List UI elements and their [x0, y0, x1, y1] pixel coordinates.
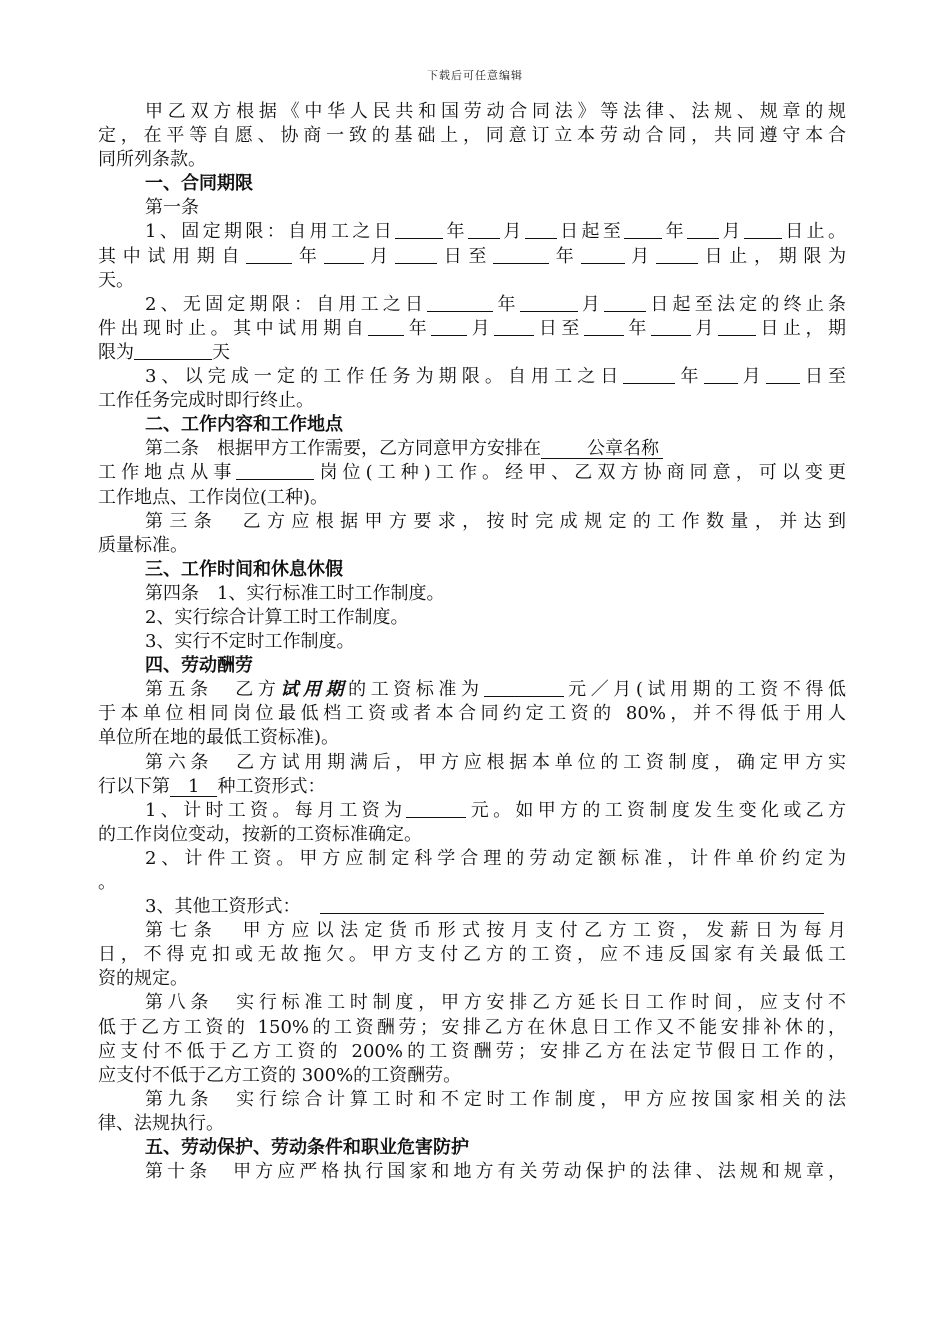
text: 第二条 根据甲方工作需要，乙方同意甲方安排在 [145, 438, 541, 460]
text: 其中试用期自 [98, 245, 247, 267]
text: 日止，期限为 [697, 245, 847, 267]
article-5-line-2: 于本单位相同岗位最低档工资或者本合同约定工资的 80%，并不得低于用人 [98, 703, 846, 725]
text: 3、以完成一定的工作任务为期限。自用工之日 [145, 366, 624, 388]
blank-probation-end-day[interactable] [656, 245, 698, 264]
article-8-line-2: 低于乙方工资的 150%的工资酬劳；安排乙方在休息日工作又不能安排补休的， [98, 1016, 846, 1038]
year-label: 年 [292, 245, 324, 267]
blank-task-start-day[interactable] [766, 365, 800, 384]
article-4-line-2: 2、实行综合计算工时工作制度。 [145, 606, 409, 628]
text: 1、计时工资。每月工资为 [145, 799, 407, 821]
blank-open-probation-start-month[interactable] [431, 317, 467, 336]
wage-form-value[interactable]: 1 [170, 777, 217, 797]
blank-position[interactable] [236, 461, 314, 480]
year-label: 年 [404, 317, 432, 339]
month-label: 月 [624, 245, 656, 267]
article-6-piece-line-2: 。 [98, 872, 116, 893]
blank-start-year[interactable] [395, 220, 443, 239]
blank-task-start-month[interactable] [704, 365, 738, 384]
day-label: 日至 [437, 245, 494, 267]
article-5-line-1 [98, 678, 846, 702]
day-label: 日至 [534, 317, 584, 339]
year-label: 年 [549, 245, 581, 267]
article-9-line-2: 律、法规执行。 [98, 1112, 224, 1134]
blank-open-start-year[interactable] [427, 293, 493, 312]
section-2-title: 二、工作内容和工作地点 [145, 414, 343, 436]
text: 的工资标准为 [348, 679, 484, 701]
article-6-line-2 [98, 775, 846, 799]
text: 2、无固定期限：自用工之日 [145, 293, 428, 315]
year-label: 年 [443, 221, 468, 243]
year-label: 年 [662, 221, 688, 243]
month-label: 月 [577, 293, 605, 315]
month-label: 月 [499, 221, 525, 243]
blank-open-probation-end-day[interactable] [718, 317, 756, 336]
year-label: 年 [675, 366, 704, 388]
month-label: 月 [737, 366, 766, 388]
section-3-title: 三、工作时间和休息休假 [145, 558, 343, 580]
month-label: 月 [690, 317, 718, 339]
article-7-line-2: 日，不得克扣或无故拖欠。甲方支付乙方的工资，应不违反国家有关最低工 [98, 944, 846, 966]
article-1-label: 第一条 [145, 197, 199, 219]
article-2-line-1 [98, 437, 846, 461]
article-6-line-1: 第六条 乙方试用期满后，甲方应根据本单位的工资制度，确定甲方实 [145, 751, 846, 773]
article-10-line-1: 第十条 甲方应严格执行国家和地方有关劳动保护的法律、法规和规章， [145, 1161, 846, 1183]
article-8-line-3: 应支付不低于乙方工资的 200%的工资酬劳；安排乙方在法定节假日工作的， [98, 1040, 846, 1062]
text: 1、固定期限：自用工之日 [145, 221, 396, 243]
article-3-line-2: 质量标准。 [98, 534, 188, 556]
section-4-title: 四、劳动酬劳 [145, 655, 253, 677]
blank-start-month[interactable] [468, 220, 500, 239]
text: 3、其他工资形式： [145, 896, 301, 918]
text: 工作地点从事 [98, 462, 237, 484]
blank-open-probation-days[interactable] [134, 341, 212, 360]
year-label: 年 [623, 317, 651, 339]
article-1-open-term-line-1 [98, 293, 846, 317]
blank-task-start-year[interactable] [623, 365, 675, 384]
blank-probation-start-day[interactable] [395, 245, 437, 264]
text: 日止，期 [755, 317, 847, 339]
intro-line-3: 同所列条款。 [98, 149, 206, 171]
article-1-fixed-term-line-1 [98, 220, 846, 244]
text: 种工资形式： [217, 775, 326, 797]
text: 元。如甲方的工资制度发生变化或乙方 [466, 799, 847, 821]
blank-open-probation-start-day[interactable] [494, 317, 534, 336]
text: 限为 [98, 341, 134, 363]
intro-line-2: 定，在平等自愿、协商一致的基础上，同意订立本劳动合同，共同遵守本合 [98, 125, 846, 147]
day-label: 日起至 [556, 221, 625, 243]
article-7-line-1: 第七条 甲方应以法定货币形式按月支付乙方工资，发薪日为每月 [145, 920, 846, 942]
article-8-line-4: 应支付不低于乙方工资的 300%的工资酬劳。 [98, 1064, 462, 1086]
article-1-open-term-line-2 [98, 317, 846, 341]
article-9-line-1: 第九条 实行综合计算工时和不定时工作制度，甲方应按国家相关的法 [145, 1088, 846, 1110]
text: 第五条 乙方 [145, 679, 281, 701]
article-1-fixed-term-line-2 [98, 245, 846, 269]
blank-open-start-month[interactable] [520, 293, 578, 312]
article-6-hourly-line-2: 的工作岗位变动，按新的工资标准确定。 [98, 823, 422, 845]
contract-body [98, 100, 846, 1184]
blank-probation-start-year[interactable] [246, 245, 292, 264]
page-header: 下载后可任意编辑 [427, 69, 523, 82]
work-unit-value[interactable]: 公章名称 [541, 439, 663, 459]
probation-emphasis: 试用期 [280, 679, 349, 701]
blank-open-probation-end-year[interactable] [584, 317, 624, 336]
article-3-line-1: 第三条 乙方应根据甲方要求，按时完成规定的工作数量，并达到 [145, 510, 846, 532]
month-label: 月 [719, 221, 744, 243]
article-1-task-term-line-2: 工作任务完成时即行终止。 [98, 390, 314, 412]
blank-monthly-wage[interactable] [406, 799, 466, 818]
blank-open-probation-start-year[interactable] [368, 317, 404, 336]
article-8-line-1: 第八条 实行标准工时制度，甲方安排乙方延长日工作时间，应支付不 [145, 992, 846, 1014]
article-6-other-line [98, 895, 846, 919]
article-7-line-3: 资的规定。 [98, 968, 188, 990]
text: 日至 [799, 366, 847, 388]
text: 天 [212, 341, 230, 363]
blank-end-month[interactable] [687, 220, 719, 239]
article-6-piece-line-1: 2、计件工资。甲方应制定科学合理的劳动定额标准，计件单价约定为 [145, 847, 846, 869]
blank-probation-wage[interactable] [484, 678, 564, 697]
article-2-line-2 [98, 461, 846, 485]
month-label: 月 [467, 317, 495, 339]
blank-probation-start-month[interactable] [324, 245, 364, 264]
year-label: 年 [493, 293, 520, 315]
text: 岗位(工种)工作。经甲、乙双方协商同意，可以变更 [314, 462, 846, 484]
blank-end-day[interactable] [744, 220, 782, 239]
blank-start-day[interactable] [525, 220, 557, 239]
section-5-title: 五、劳动保护、劳动条件和职业危害防护 [145, 1137, 469, 1159]
article-4-line-3: 3、实行不定时工作制度。 [145, 631, 355, 653]
text: 日止。 [781, 221, 846, 243]
text: 件出现时止。其中试用期自 [98, 317, 369, 339]
article-1-open-term-line-3 [98, 341, 846, 365]
article-6-hourly-line-1 [98, 799, 846, 823]
blank-other-wage-form[interactable] [320, 895, 824, 914]
article-5-line-3: 单位所在地的最低工资标准)。 [98, 727, 340, 749]
section-1-title: 一、合同期限 [145, 173, 253, 195]
intro-line-1: 甲乙双方根据《中华人民共和国劳动合同法》等法律、法规、规章的规 [145, 101, 846, 122]
blank-open-probation-end-month[interactable] [651, 317, 691, 336]
blank-end-year[interactable] [624, 220, 662, 239]
text: 元／月(试用期的工资不得低 [563, 679, 846, 701]
text: 日起至法定的终止条 [646, 293, 847, 315]
blank-probation-end-month[interactable] [581, 245, 625, 264]
month-label: 月 [363, 245, 395, 267]
article-4-line-1: 第四条 1、实行标准工时工作制度。 [145, 582, 445, 604]
article-2-line-3: 工作地点、工作岗位(工种)。 [98, 486, 329, 508]
text: 行以下第 [98, 775, 170, 797]
blank-probation-end-year[interactable] [493, 245, 549, 264]
article-1-fixed-term-line-3: 天。 [98, 269, 134, 291]
blank-open-start-day[interactable] [604, 293, 646, 312]
article-1-task-term-line-1 [98, 365, 846, 389]
